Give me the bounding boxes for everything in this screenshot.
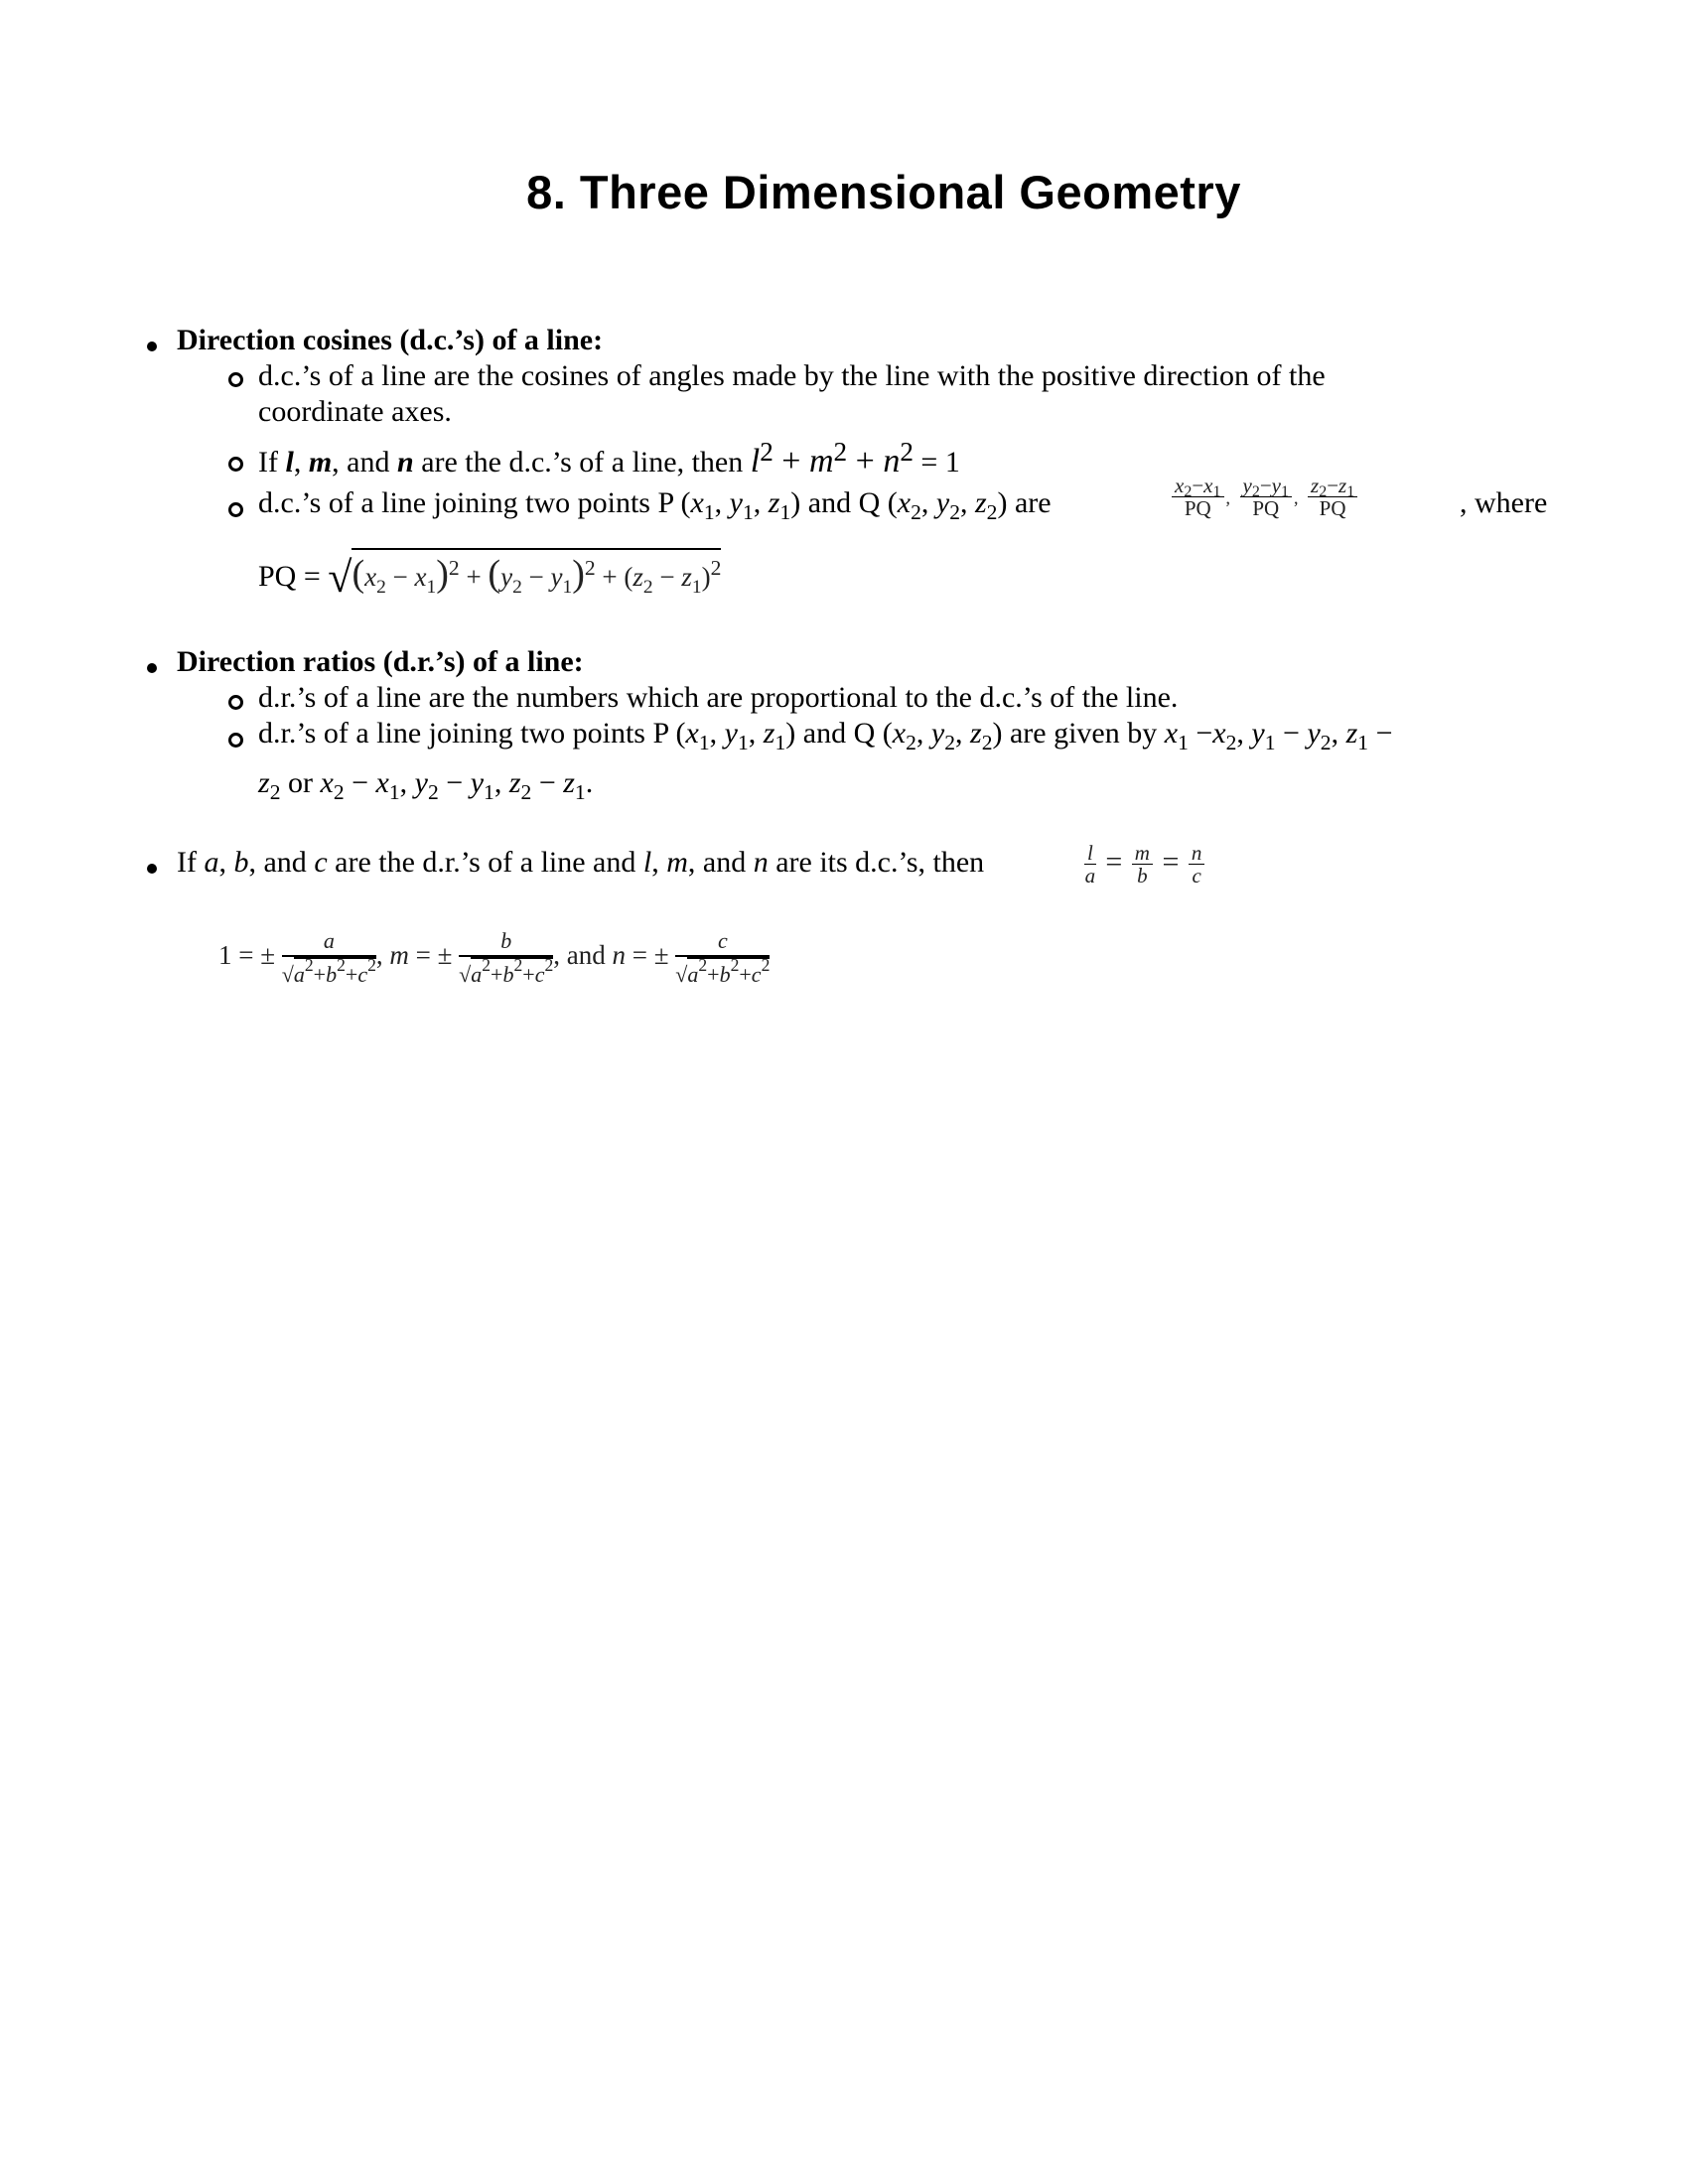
fraction-z: $\frac{z_2-z_1}{PQ}$ xyxy=(1308,475,1357,519)
dr-two-points-line2: $z_2$ or $x_2 - x_1$, $y_2 - y_1$, $z_2 - z_1$. xyxy=(258,766,594,804)
bullet-icon xyxy=(147,864,157,874)
sub-bullet-icon xyxy=(228,372,243,387)
page-title: 8. Three Dimensional Geometry xyxy=(526,166,1241,218)
sub-bullet-icon xyxy=(228,457,243,472)
m-fraction: $\frac{b}{√a^2+b^2+c^2}$ xyxy=(459,928,554,987)
pq-formula: PQ = $√(x_2 - x_1)^2 + (y_2 - y_1)^2 + (z_2 - z_1)^2$ xyxy=(258,548,721,603)
and-label: , and xyxy=(553,940,606,971)
bullet-icon xyxy=(147,663,157,673)
fraction-x: $\frac{x_2-x_1}{PQ}$ xyxy=(1172,475,1224,519)
sub-bullet-icon xyxy=(228,695,243,710)
dc-from-dr-formula: 1 = ± $\frac{a}{√a^2+b^2+c^2}$ , m = ± $\frac{b}{√a^2+b^2+c^2}$ , and n = ± $\frac{c}{√a^2+b^2+c^2}$ xyxy=(218,928,771,987)
dc-fractions: $\frac{x_2-x_1}{PQ}$ , $\frac{y_2-y_1}{PQ}$ , $\frac{z_2-z_1}{PQ}$ xyxy=(1170,475,1359,519)
dr-definition: d.r.’s of a line are the numbers which are proportional to the d.c.’s of the line. xyxy=(258,681,1179,714)
text: If xyxy=(258,446,286,478)
dr-dc-relation: If a, b, and c are the d.r.’s of a line and l, m, and n are its d.c.’s, then xyxy=(177,846,985,879)
fraction-y: $\frac{y_2-y_1}{PQ}$ xyxy=(1240,475,1293,519)
dc-definition-line2: coordinate axes. xyxy=(258,395,452,428)
sub-bullet-icon xyxy=(228,733,243,748)
dc-identity: If l, m, and n are the d.c.’s of a line, then $l^2 + m^2 + n^2 = 1$ xyxy=(258,437,960,479)
bullet-icon xyxy=(147,341,157,351)
l-fraction: $\frac{a}{√a^2+b^2+c^2}$ xyxy=(281,928,376,987)
sub-bullet-icon xyxy=(228,502,243,517)
dc-definition-line1: d.c.’s of a line are the cosines of angles made by the line with the positive direction of the xyxy=(258,359,1326,392)
ratio-formula: $\frac{l}{a}$ = $\frac{m}{b}$ = $\frac{n}{c}$ xyxy=(1082,842,1206,887)
dr-two-points-line1: d.r.’s of a line joining two points P ($x_1$, $y_1$, $z_1$) and Q ($x_2$, $y_2$, $z_2$) are given by $x_1 -x_2$, $y_1 - y_2$, $z_1$ − xyxy=(258,717,1393,754)
n-fraction: $\frac{c}{√a^2+b^2+c^2}$ xyxy=(675,928,771,987)
pq-label: PQ = xyxy=(258,560,321,593)
where-label: , where xyxy=(1460,486,1548,519)
section-heading-direction-ratios: Direction ratios (d.r.’s) of a line: xyxy=(177,645,584,678)
section-heading-direction-cosines: Direction cosines (d.c.’s) of a line: xyxy=(177,324,604,356)
dc-two-points: d.c.’s of a line joining two points P ($x_1$, $y_1$, $z_1$) and Q ($x_2$, $y_2$, $z_2$) are xyxy=(258,486,1052,524)
l-equals: 1 = ± xyxy=(218,940,276,971)
